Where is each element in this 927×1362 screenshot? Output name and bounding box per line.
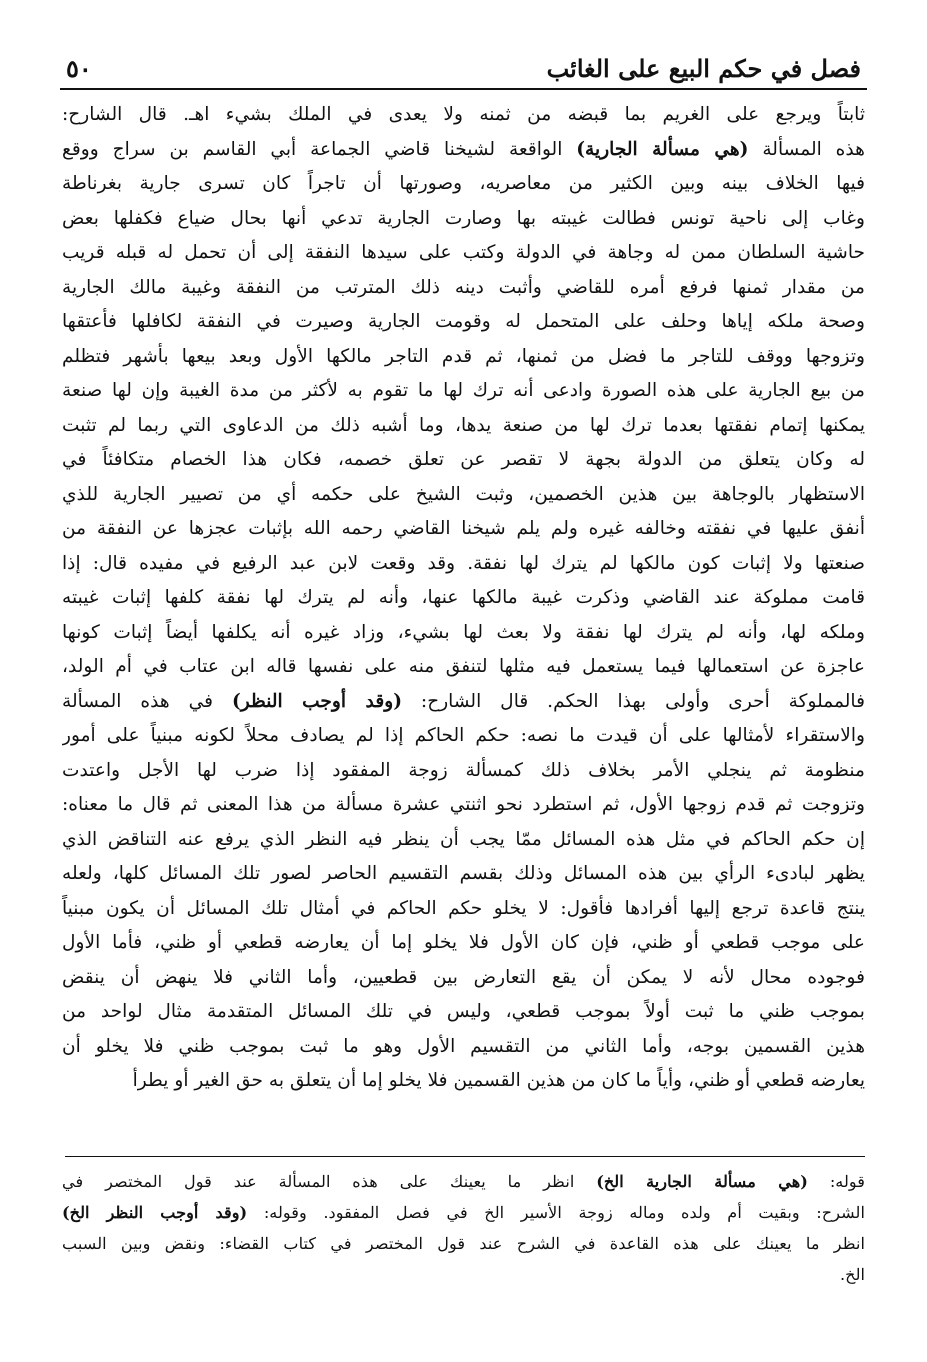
text-line-text: ثابتاً ويرجع على الغريم بما قبضه من ثمنه ولا يعدى في الملك بشيء اهـ. قال الشارح: [62, 104, 865, 125]
text-line-text: الواقعة لشيخنا قاضي الجماعة أبي القاسم بن سراج ووقع [62, 138, 577, 160]
text-line [62, 236, 865, 271]
text-line [62, 512, 865, 547]
text-line-text: وغاب إلى ناحية تونس فطالت غيبته بها وصارت الجارية تدعي أنها بحال ضياع فكفلها بعض [62, 207, 865, 229]
text-line [62, 478, 865, 513]
text-line [62, 1030, 865, 1065]
text-line [62, 374, 865, 409]
footnote-line-text: انظر ما يعينك على هذه القاعدة في الشرح عند قول المختصر في كتاب القضاء: ونقض وبين السبب [62, 1234, 865, 1253]
text-line [62, 1064, 865, 1099]
text-line-text: أنفق عليها في نفقته وخالفه غيره ولم يلم شيخنا القاضي رحمه الله بإثبات عجزها عن النفقة من [62, 518, 865, 539]
text-line [62, 581, 865, 616]
text-line-text: بموجب ظني ما ثبت أولاً بموجب قطعي، وليس في تلك المسائل المتقدمة مثال لواحد من [62, 1001, 865, 1022]
text-line [62, 443, 865, 478]
text-line-text: يعارضه قطعي أو ظني، وأياً ما كان من هذين القسمين فلا يخلو إما أن يتعلق به حق الغير أو يطرأ [132, 1070, 865, 1091]
text-line-bold-quote: (وقد أوجب النظر) [231, 690, 402, 712]
text-line [62, 133, 865, 168]
text-line [62, 271, 865, 306]
page-header [60, 48, 867, 90]
footnote-line [62, 1228, 865, 1259]
text-line [62, 616, 865, 651]
text-line-text: صنعتها ولا إثبات كون مالكها لم يترك لها نفقة. وقد وقعت لابن عبد الرفيع في مفيده قال: إذا [62, 552, 865, 574]
main-text [62, 98, 865, 1099]
text-line-text: الاستظهار بالوجاهة بين هذين الخصمين، وثبت الشيخ على حكمه أي من تصيير الجارية للذي [62, 483, 865, 505]
page-number: ٥٠ [66, 54, 92, 83]
text-line [62, 857, 865, 892]
text-line-text: والاستقراء لأمثالها على أن قيدت ما نصه: حكم الحاكم إذا لم يصادف محلاً لكونه مبنياً على أمور [62, 725, 865, 746]
text-line-text: وتزوجت ثم قدم زوجها الأول، ثم استطرد نحو اثنتي عشرة مسألة من هذا المعنى ثم قال ما معناه: [62, 794, 865, 815]
text-line [62, 995, 865, 1030]
text-line-text: وتزوجها ووقف للتاجر ما فضل من ثمنها، ثم قدم التاجر مالكها الأول وبعد بيعها بأشهر فتظلم [62, 345, 865, 367]
text-line-bold-quote: (هي مسألة الجارية) [576, 138, 749, 160]
footnote-line-bold-quote: (هي مسألة الجارية الخ) [596, 1172, 808, 1191]
footnote-line [62, 1197, 865, 1228]
running-title: فصل في حكم البيع على الغائب [546, 54, 861, 83]
text-line-text: يظهر لبادىء الرأي بين هذه المسائل وذلك بقسم التقسيم الحاصر لصور تلك المسائل كلها، ولعله [62, 863, 865, 884]
footnotes [62, 1166, 865, 1290]
text-line [62, 719, 865, 754]
text-line-text: من بيع الجارية على هذه الصورة وادعى أنه ترك لها ما تقوم به لأكثر من مدة الغيبة وإن لها صنعة [62, 380, 865, 401]
text-line [62, 305, 865, 340]
text-line-text: على موجب قطعي أو ظني، فإن كان الأول فلا يخلو إما أن يعارضه قطعي أو ظني، فأما الأول [62, 932, 865, 953]
text-line [62, 167, 865, 202]
text-line-text: ينتج قاعدة ترجع إليها أفرادها فأقول: لا يخلو حكم الحاكم في أمثال تلك المسائل أن يكون مبنياً [62, 897, 865, 919]
footnote-line-text: انظر ما يعينك على هذه المسألة عند قول المختصر في [62, 1172, 597, 1191]
text-line [62, 754, 865, 789]
footnote-line [62, 1166, 865, 1197]
text-line-text: فيها الخلاف بينه وبين الكثير من معاصريه، وصورتها أن تاجراً كان تسرى جارية بغرناطة [62, 173, 865, 194]
text-line-text: من مقدار ثمنها فرفع أمره للقاضي وأثبت دينه ذلك المترتب من النفقة وغيبة مالك الجارية [62, 276, 865, 298]
text-line-text: إن حكم الحاكم في مثل هذه المسائل ممّا يجب أن ينظر فيه النظر الذي يرفع عنه التناقض الذي [62, 828, 865, 850]
text-line-text: له وكان يتعلق من الدولة بجهة لا تقصر عن تعلق خصمه، فكان هذا الخصام متكافئاً في [62, 449, 865, 470]
text-line-text: يمكنها إتمام نفقتها بعدما ترك لها من صنعة يدها، وما أشبه ذلك من الدعاوى التي ربما لم تثبت [62, 414, 865, 436]
footnote-line-bold-quote: (وقد أوجب النظر الخ) [62, 1203, 248, 1222]
footnote-line [62, 1259, 865, 1290]
text-line-text: في هذه المسألة [62, 690, 232, 712]
text-line [62, 547, 865, 582]
footnote-line-text: الشرح: وبقيت أم ولده وماله زوجة الأسير الخ في فصل المفقود. وقوله: [247, 1203, 865, 1222]
text-line-text: وملكه لها، وأنه لم يترك لها نفقة ولا بعث لها بشيء، وزاد غيره أنه يكلفها أيضاً إثبات كونها [62, 621, 865, 643]
text-line-text: هذه المسألة [748, 138, 865, 160]
text-line [62, 788, 865, 823]
text-line [62, 340, 865, 375]
text-line-text: منظومة ثم ينجلي الأمر بخلاف ذلك كمسألة زوجة المفقود إذا ضرب لها الأجل واعتدت [62, 759, 865, 781]
text-line-text: فالمملوكة أحرى وأولى بهذا الحكم. قال الشارح: [402, 690, 865, 712]
text-line [62, 926, 865, 961]
text-line [62, 98, 865, 133]
footnote-line-text: الخ. [839, 1265, 865, 1284]
text-line [62, 202, 865, 237]
text-line-text: هذين القسمين بوجه، وأما الثاني من التقسيم الأول وهو ما ثبت بموجب ظني فلا يخلو أن [62, 1035, 865, 1057]
text-line-text: وصحة ملكه إياها وحلف على المتحمل له وقومت الجارية وصيرت في النفقة لكافلها فأعتقها [62, 311, 865, 332]
text-line [62, 409, 865, 444]
text-line [62, 892, 865, 927]
text-line [62, 823, 865, 858]
text-line [62, 650, 865, 685]
footnote-line-text: قوله: [807, 1172, 865, 1191]
text-line-text: قامت مملوكة عند القاضي وذكرت غيبة مالكها عنها، وأنه لم يترك لها نفقة كلفها إثبات غيبته [62, 587, 865, 608]
text-line-text: فوجوده محال لأنه لا يمكن أن يقع التعارض بين قطعيين، وأما الثاني فلا ينهض أن ينقض [62, 966, 865, 988]
footnote-divider [65, 1156, 865, 1157]
text-line [62, 961, 865, 996]
text-line [62, 685, 865, 720]
text-line-text: عاجزة عن استعمالها فيما يستعمل فيه مثلها لتنفق منه على نفسها قاله ابن عتاب في أم الولد، [62, 656, 865, 677]
text-line-text: حاشية السلطان ممن له وجاهة في الدولة وكتب على سيدها النفقة إلى أن تحمل له قبله قريب [62, 242, 865, 263]
